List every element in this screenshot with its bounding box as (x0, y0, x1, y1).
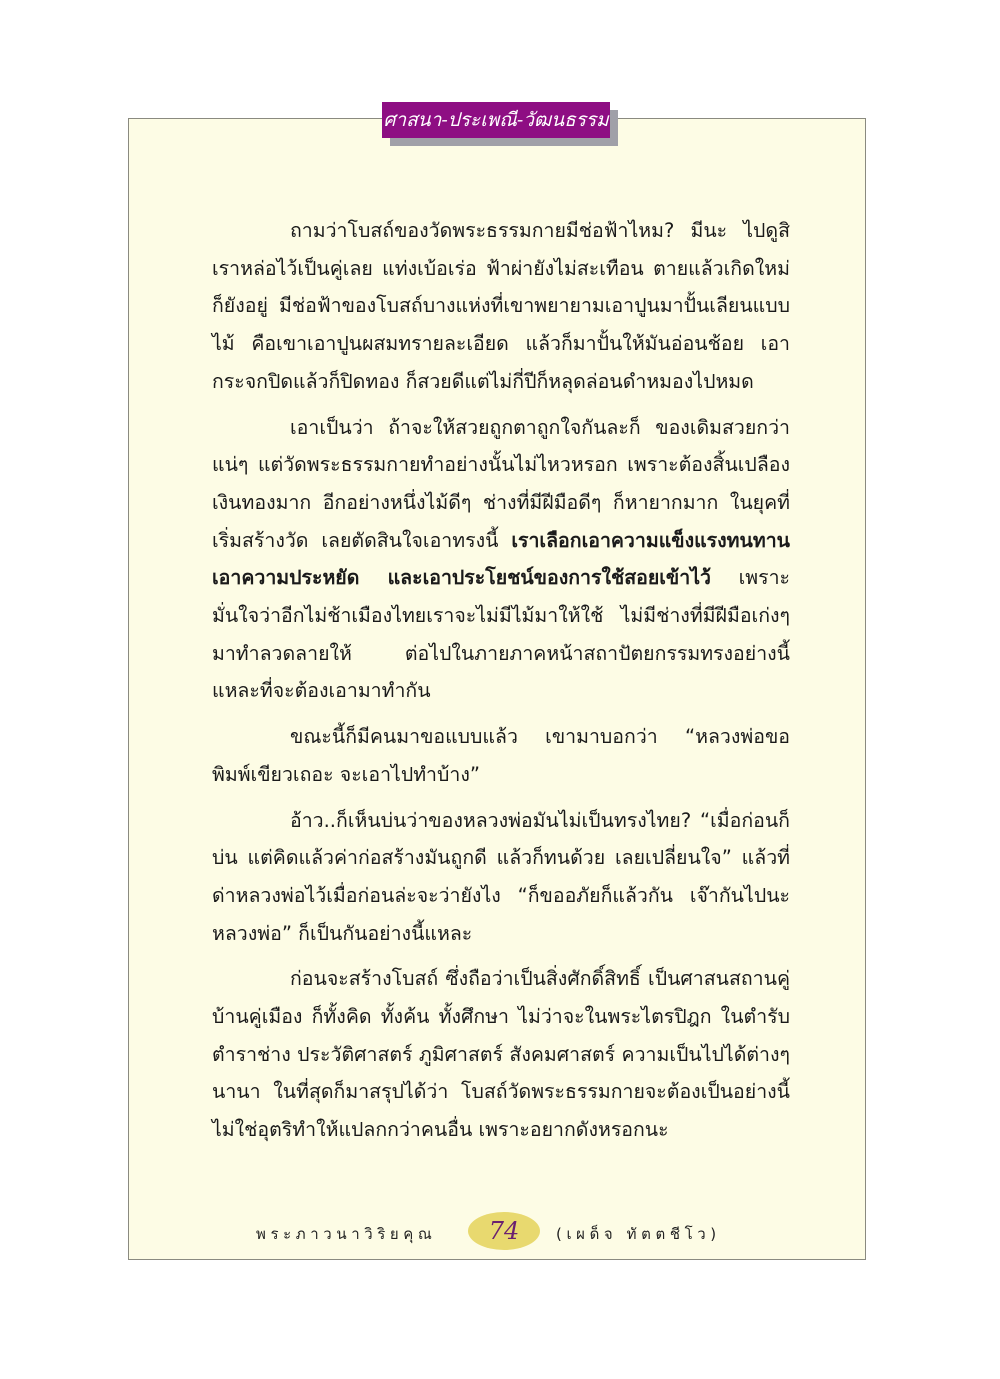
paragraph-3: ขณะนี้ก็มีคนมาขอแบบแล้ว เขามาบอกว่า “หลวงพ่อขอพิมพ์เขียวเถอะ จะเอาไปทำบ้าง” (212, 725, 790, 786)
paragraph-2-lead: เอาเป็นว่า ถ้าจะให้สวยถูกตาถูกใจกันละก็ ของเดิมสวยกว่าแน่ๆ แต่วัดพระธรรมกายทำอย่างนั้นไม่ไหวหรอก เพราะต้องสิ้นเปลืองเงินทองมาก อีกอย่างหนึ่งไม้ดีๆ ช่างที่มีฝีมือดีๆ ก็หายากมาก ในยุคที่เริ่มสร้างวัด เลยตัดสินใจเอาทรงนี้ (212, 415, 790, 552)
paragraph-2 (212, 409, 790, 711)
body-text (212, 212, 790, 1157)
footer-book-title: พระภาวนาวิริยคุณ (256, 1225, 437, 1243)
page-number-badge: 74 (468, 1212, 540, 1250)
paragraph-1: ถามว่าโบสถ์ของวัดพระธรรมกายมีช่อฟ้าไหม? มีนะ ไปดูสิ เราหล่อไว้เป็นคู่เลย แท่งเบ้อเร่อ ฟ้าผ่ายังไม่สะเทือน ตายแล้วเกิดใหม่ก็ยังอยู่ มีช่อฟ้าของโบสถ์บางแห่งที่เขาพยายามเอาปูนมาปั้นเลียนแบบไม้ คือเขาเอาปูนผสมทรายละเอียด แล้วก็มาปั้นให้มันอ่อนช้อย เอากระจกปิดแล้วก็ปิดทอง ก็สวยดีแต่ไม่กี่ปีก็หลุดล่อนดำหมองไปหมด (212, 219, 790, 393)
footer-author: (เผด็จ ทัตตชีโว) (556, 1225, 721, 1243)
paragraph-2-bold-emphasis: เราเลือกเอาความแข็งแรงทนทาน เอาความประหยัด และเอาประโยชน์ของการใช้สอยเข้าไว้ (212, 528, 790, 590)
section-title-tab: ศาสนา-ประเพณี-วัฒนธรรม (382, 102, 610, 138)
paragraph-2-tail: เพราะมั่นใจว่าอีกไม่ช้าเมืองไทยเราจะไม่มีไม้มาให้ใช้ ไม่มีช่างที่มีฝีมือเก่งๆ มาทำลวดลายให้ ต่อไปในภายภาคหน้าสถาปัตยกรรมทรงอย่างนี้แหละที่จะต้องเอามาทำกัน (212, 566, 790, 703)
paragraph-4: อ้าว..ก็เห็นบ่นว่าของหลวงพ่อมันไม่เป็นทรงไทย? “เมื่อก่อนก็บ่น แต่คิดแล้วค่าก่อสร้างมันถูกดี แล้วก็ทนด้วย เลยเปลี่ยนใจ” แล้วที่ด่าหลวงพ่อไว้เมื่อก่อนล่ะจะว่ายังไง “ก็ขออภัยก็แล้วกัน เจ๊ากันไปนะหลวงพ่อ” ก็เป็นกันอย่างนี้แหละ (212, 808, 790, 945)
paragraph-5: ก่อนจะสร้างโบสถ์ ซึ่งถือว่าเป็นสิ่งศักดิ์สิทธิ์ เป็นศาสนสถานคู่บ้านคู่เมือง ก็ทั้งคิด ทั้งค้น ทั้งศึกษา ไม่ว่าจะในพระไตรปิฎก ในตำรับตำราช่าง ประวัติศาสตร์ ภูมิศาสตร์ สังคมศาสตร์ ความเป็นไปได้ต่างๆ นานา ในที่สุดก็มาสรุปได้ว่า โบสถ์วัดพระธรรมกายจะต้องเป็นอย่างนี้ ไม่ใช่อุตริทำให้แปลกกว่าคนอื่น เพราะอยากดังหรอกนะ (212, 967, 790, 1142)
page-footer (128, 1212, 866, 1252)
